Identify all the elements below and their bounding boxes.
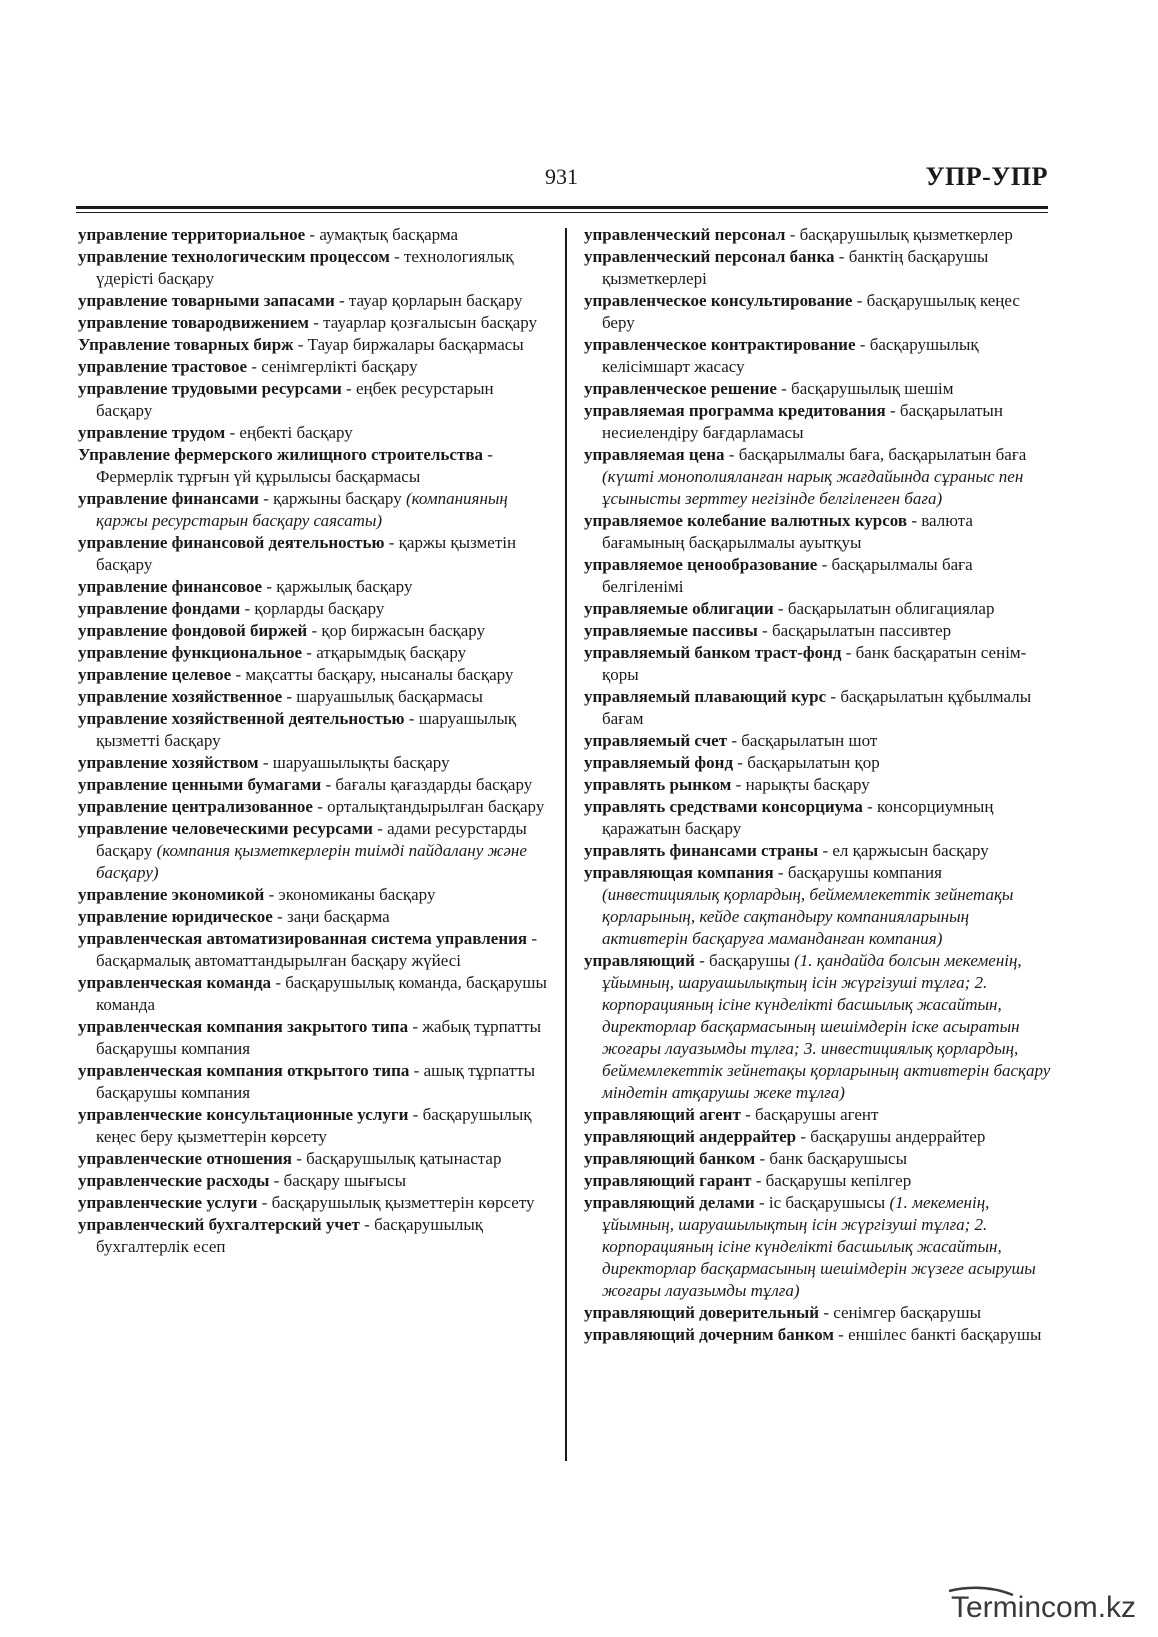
entry-definition: басқарушы: [709, 951, 790, 970]
dictionary-entry: [584, 224, 1056, 246]
entry-term: управляющий гарант: [584, 1171, 752, 1190]
entry-definition: басқарушылық кеңес беру: [602, 291, 1020, 332]
entry-note: (1. мекеменің, ұйымның, шаруашылықтың ісін жүргізуші тұлға; 2. корпорацияның ісіне күнделікті басшылық жасайтын, директорлар басқармасының шешімдерін жүзеге асырушы жоғары лауазымды тұлға): [602, 1193, 1036, 1300]
entry-term: управляющий: [584, 951, 695, 970]
entry-separator: -: [724, 445, 739, 464]
entry-separator: -: [359, 1215, 375, 1234]
entry-separator: -: [773, 863, 788, 882]
entry-definition: басқарушылық қызметкерлер: [799, 225, 1013, 244]
entry-separator: -: [384, 533, 399, 552]
entry-separator: -: [818, 841, 833, 860]
entry-definition: басқарушы компания: [787, 863, 942, 882]
entry-separator: -: [757, 621, 772, 640]
dictionary-entry: [78, 686, 550, 708]
entry-separator: -: [755, 1149, 770, 1168]
dictionary-entry: [584, 598, 1056, 620]
entry-separator: -: [817, 555, 832, 574]
dictionary-entry: [584, 1170, 1056, 1192]
entry-separator: -: [731, 775, 746, 794]
entry-definition: басқарушы андеррайтер: [810, 1127, 986, 1146]
entry-definition: Фермерлік тұрғын үй құрылысы басқармасы: [96, 467, 421, 486]
entry-definition: экономиканы басқару: [278, 885, 436, 904]
entry-definition: басқарушылық команда, басқарушы команда: [96, 973, 547, 1014]
entry-term: управляемая программа кредитования: [584, 401, 886, 420]
entry-definition: басқармалық автоматтандырылған басқару жүйесі: [96, 951, 462, 970]
entry-term: управленческое консультирование: [584, 291, 853, 310]
entry-separator: -: [409, 1061, 424, 1080]
entry-term: управление человеческими ресурсами: [78, 819, 373, 838]
dictionary-entry: [584, 642, 1056, 686]
dictionary-entry: [584, 862, 1056, 950]
entry-definition: қор биржасын басқару: [321, 621, 486, 640]
entry-definition: басқарылатын қор: [747, 753, 880, 772]
entry-separator: -: [258, 489, 274, 508]
logo-text: Termincom.kz: [951, 1591, 1137, 1624]
dictionary-entry: [78, 1214, 550, 1258]
dictionary-entry: [584, 334, 1056, 378]
entry-term: управление трудом: [78, 423, 226, 442]
dictionary-entry: [584, 1302, 1056, 1324]
entry-term: управление хозяйственное: [78, 687, 283, 706]
entry-definition: басқарылатын облигациялар: [787, 599, 995, 618]
entry-separator: -: [269, 1171, 284, 1190]
dictionary-entry: [584, 1192, 1056, 1302]
entry-definition: банктің басқарушы қызметкерлері: [602, 247, 989, 288]
left-column: [78, 224, 550, 1258]
entry-separator: -: [408, 1017, 423, 1036]
entry-term: управление функциональное: [78, 643, 303, 662]
entry-definition: басқарушылық кеңес беру қызметтерін көрсету: [96, 1105, 532, 1146]
entry-term: управление трудовыми ресурсами: [78, 379, 342, 398]
entry-term: управленческие услуги: [78, 1193, 258, 1212]
dictionary-entry: [78, 532, 550, 576]
dictionary-entry: [78, 444, 550, 488]
entry-separator: -: [305, 225, 320, 244]
entry-separator: -: [293, 335, 308, 354]
dictionary-entry: [584, 510, 1056, 554]
entry-separator: -: [527, 929, 538, 948]
entry-definition: басқарушылық шешім: [791, 379, 954, 398]
entry-term: управление финансовой деятельностью: [78, 533, 385, 552]
dictionary-entry: [78, 752, 550, 774]
entry-separator: -: [776, 379, 792, 398]
entry-term: управляемый счет: [584, 731, 728, 750]
entry-definition: заңи басқарма: [286, 907, 390, 926]
entry-definition: басқарушылық қатынастар: [306, 1149, 502, 1168]
dictionary-entry: [78, 576, 550, 598]
entry-separator: -: [262, 577, 277, 596]
entry-definition: Тауар биржалары басқармасы: [307, 335, 524, 354]
dictionary-entry: [78, 664, 550, 686]
entry-term: управленческая команда: [78, 973, 272, 992]
entry-term: управление трастовое: [78, 357, 248, 376]
page-header-range: УПР-УПР: [925, 162, 1048, 191]
right-column: [584, 224, 1056, 1346]
entry-separator: -: [302, 643, 317, 662]
entry-term: управляющая компания: [584, 863, 774, 882]
dictionary-entry: [78, 708, 550, 752]
entry-separator: -: [826, 687, 841, 706]
entry-separator: -: [852, 291, 867, 310]
entry-term: управление финансами: [78, 489, 259, 508]
dictionary-entry: [78, 642, 550, 664]
entry-definition: технологиялық үдерісті басқару: [96, 247, 514, 288]
dictionary-entry: [584, 1148, 1056, 1170]
entry-separator: -: [694, 951, 710, 970]
entry-definition: адами ресурстарды басқару: [96, 819, 527, 860]
entry-term: управление территориальное: [78, 225, 306, 244]
dictionary-entry: [584, 400, 1056, 444]
column-divider: [565, 228, 567, 1461]
dictionary-entry: [584, 774, 1056, 796]
dictionary-entry: [78, 356, 550, 378]
entry-definition: еңбек ресурстарын басқару: [96, 379, 494, 420]
dictionary-entry: [78, 972, 550, 1016]
entry-separator: -: [773, 599, 788, 618]
entry-definition: қаржыны басқару: [273, 489, 402, 508]
dictionary-entry: [78, 378, 550, 422]
entry-term: управляющий дочерним банком: [584, 1325, 834, 1344]
entry-definition: басқарылмалы баға белгіленімі: [602, 555, 973, 596]
entry-term: управление фондовой биржей: [78, 621, 308, 640]
entry-term: управленческие консультационные услуги: [78, 1105, 409, 1124]
dictionary-entry: [78, 1104, 550, 1148]
entry-separator: -: [308, 313, 324, 332]
entry-term: управленческое решение: [584, 379, 777, 398]
entry-definition: басқарылатын құбылмалы бағам: [602, 687, 1032, 728]
entry-note: (күшті монополияланған нарық жағдайында сұраныс пен ұсынысты зерттеу негізінде белгіленген баға): [602, 467, 1024, 508]
dictionary-entry: [78, 334, 550, 356]
dictionary-entry: [78, 312, 550, 334]
entry-term: управляющий андеррайтер: [584, 1127, 797, 1146]
entry-definition: сенімгерлікті басқару: [261, 357, 418, 376]
dictionary-entry: [78, 1148, 550, 1170]
entry-definition: шаруашылық басқармасы: [296, 687, 483, 706]
dictionary-entry: [584, 290, 1056, 334]
dictionary-entry: [584, 1324, 1056, 1346]
entry-term: управляющий агент: [584, 1105, 741, 1124]
dictionary-entry: [78, 884, 550, 906]
entry-definition: басқарушы агент: [754, 1105, 879, 1124]
entry-term: управленческая компания закрытого типа: [78, 1017, 409, 1036]
entry-separator: -: [307, 621, 322, 640]
dictionary-entry: [78, 1060, 550, 1104]
dictionary-entry: [584, 752, 1056, 774]
entry-separator: -: [291, 1149, 307, 1168]
entry-separator: -: [855, 335, 870, 354]
entry-definition: нарықты басқару: [745, 775, 870, 794]
entry-term: управляемый фонд: [584, 753, 734, 772]
dictionary-entry: [78, 774, 550, 796]
dictionary-entry: [78, 422, 550, 444]
entry-note: (инвестициялық қорлардың, беймемлекеттік зейнетақы қорларының, кейде сақтандыру компанияларының активтерін басқаруға маманданған компания): [602, 885, 1014, 948]
entry-separator: -: [257, 1193, 272, 1212]
entry-definition: шаруашылық қызметті басқару: [96, 709, 517, 750]
entry-definition: шаруашылықты басқару: [272, 753, 450, 772]
entry-separator: -: [321, 775, 336, 794]
entry-separator: -: [272, 907, 287, 926]
entry-definition: басқарылатын несиелендіру бағдарламасы: [602, 401, 1003, 442]
entry-definition: аумақтық басқарма: [319, 225, 459, 244]
entry-separator: -: [885, 401, 900, 420]
entry-term: управляющий банком: [584, 1149, 756, 1168]
entry-term: управление юридическое: [78, 907, 273, 926]
dictionary-entry: [78, 246, 550, 290]
entry-term: управление фондами: [78, 599, 241, 618]
entry-term: управляемый банком траст-фонд: [584, 643, 842, 662]
entry-separator: -: [841, 643, 856, 662]
entry-definition: қаржы қызметін басқару: [96, 533, 517, 574]
entry-definition: еншілес банкті басқарушы: [848, 1325, 1042, 1344]
entry-definition: басқарушылық бухгалтерлік есеп: [96, 1215, 484, 1256]
dictionary-entry: [78, 620, 550, 642]
header-rule-thin: [76, 212, 1048, 213]
dictionary-entry: [584, 950, 1056, 1104]
entry-definition: қаржылық басқару: [276, 577, 413, 596]
entry-term: Управление товарных бирж: [78, 335, 294, 354]
entry-term: управление централизованное: [78, 797, 313, 816]
entry-term: управленческий бухгалтерский учет: [78, 1215, 360, 1234]
dictionary-entry: [584, 730, 1056, 752]
entry-term: управленческий персонал: [584, 225, 786, 244]
entry-term: управлять рынком: [584, 775, 732, 794]
entry-separator: -: [271, 973, 286, 992]
entry-separator: -: [389, 247, 404, 266]
entry-definition: басқарушылық қызметтерін көрсету: [271, 1193, 535, 1212]
entry-definition: тауар қорларын басқару: [348, 291, 523, 310]
entry-term: управляемый плавающий курс: [584, 687, 827, 706]
entry-definition: ел қаржысын басқару: [832, 841, 989, 860]
dictionary-entry: [78, 928, 550, 972]
entry-separator: -: [247, 357, 262, 376]
entry-definition: атқарымдық басқару: [316, 643, 467, 662]
dictionary-entry: [78, 796, 550, 818]
dictionary-entry: [584, 1126, 1056, 1148]
entry-definition: банк басқаратын сенім-қоры: [602, 643, 1027, 684]
entry-separator: -: [907, 511, 922, 530]
entry-term: управление товарными запасами: [78, 291, 335, 310]
entry-term: управленческие отношения: [78, 1149, 292, 1168]
entry-note: (1. қандайда болсын мекеменің, ұйымның, шаруашылықтың ісін жүргізуші тұлға; 2. корпорацияның ісіне күнделікті басшылық жасайтын, директорлар басқармасының шешімдерін іске асыратын жоғары лауазымды тұлға; 3. инвестициялық қорлардың, беймемлекеттік зейнетақы қорларының активтерін басқару міндетін атқарушы жеке тұлға): [602, 951, 1051, 1102]
entry-definition: іс басқарушысы: [768, 1193, 886, 1212]
entry-definition: басқарылатын пассивтер: [771, 621, 952, 640]
header-rule-thick: [76, 206, 1048, 209]
entry-definition: қорларды басқару: [254, 599, 385, 618]
entry-separator: -: [819, 1303, 834, 1322]
dictionary-entry: [584, 796, 1056, 840]
dictionary-entry: [584, 554, 1056, 598]
entry-separator: -: [834, 247, 849, 266]
dictionary-entry: [584, 620, 1056, 642]
dictionary-entry: [584, 1104, 1056, 1126]
entry-term: управленческий персонал банка: [584, 247, 835, 266]
entry-definition: тауарлар қозғалысын басқару: [323, 313, 538, 332]
entry-term: управляемые пассивы: [584, 621, 758, 640]
entry-term: управляющий доверительный: [584, 1303, 820, 1322]
entry-definition: басқарылмалы баға, басқарылатын баға: [738, 445, 1027, 464]
entry-separator: -: [862, 797, 878, 816]
entry-term: управляющий делами: [584, 1193, 755, 1212]
entry-definition: мақсатты басқару, нысаналы басқару: [245, 665, 514, 684]
entry-definition: жабық тұрпатты басқарушы компания: [96, 1017, 542, 1058]
entry-separator: -: [785, 225, 800, 244]
dictionary-entry: [78, 1192, 550, 1214]
entry-separator: -: [796, 1127, 811, 1146]
entry-separator: -: [240, 599, 255, 618]
entry-term: управленческая компания открытого типа: [78, 1061, 410, 1080]
entry-definition: сенімгер басқарушы: [833, 1303, 981, 1322]
entry-note: (компанияның қаржы ресурстарын басқару саясаты): [96, 489, 508, 530]
entry-separator: -: [312, 797, 328, 816]
entry-definition: валюта бағамының басқарылмалы ауытқуы: [602, 511, 973, 552]
entry-separator: -: [341, 379, 356, 398]
dictionary-entry: [584, 840, 1056, 862]
entry-definition: бағалы қағаздарды басқару: [335, 775, 533, 794]
entry-definition: еңбекті басқару: [239, 423, 353, 442]
entry-separator: -: [258, 753, 273, 772]
entry-term: управление хозяйственной деятельностью: [78, 709, 405, 728]
entry-term: управление ценными бумагами: [78, 775, 322, 794]
dictionary-entry: [78, 290, 550, 312]
entry-separator: -: [483, 445, 493, 464]
entry-separator: -: [408, 1105, 423, 1124]
entry-term: управляемое ценообразование: [584, 555, 818, 574]
dictionary-entry: [78, 598, 550, 620]
entry-definition: басқарушылық келісімшарт жасасу: [602, 335, 979, 376]
entry-separator: -: [372, 819, 388, 838]
dictionary-entry: [78, 224, 550, 246]
entry-separator: -: [225, 423, 240, 442]
entry-definition: консорциумның қаражатын басқару: [602, 797, 994, 838]
dictionary-entry: [584, 686, 1056, 730]
entry-separator: -: [334, 291, 349, 310]
entry-term: управление хозяйством: [78, 753, 259, 772]
entry-term: управление технологическим процессом: [78, 247, 390, 266]
entry-term: управленческое контрактирование: [584, 335, 856, 354]
entry-term: управленческие расходы: [78, 1171, 270, 1190]
dictionary-entry: [78, 488, 550, 532]
entry-term: Управление фермерского жилищного строительства: [78, 445, 484, 464]
site-logo[interactable]: [943, 1585, 1148, 1627]
entry-definition: басқарушы кепілгер: [765, 1171, 912, 1190]
entry-separator: -: [231, 665, 246, 684]
dictionary-entry: [584, 246, 1056, 290]
entry-term: управлять средствами консорциума: [584, 797, 863, 816]
entry-term: управленческая автоматизированная система управления: [78, 929, 528, 948]
entry-separator: -: [404, 709, 419, 728]
entry-separator: -: [282, 687, 297, 706]
entry-separator: -: [264, 885, 279, 904]
entry-definition: ашық тұрпатты басқарушы компания: [96, 1061, 536, 1102]
dictionary-entry: [78, 1170, 550, 1192]
entry-definition: басқару шығысы: [283, 1171, 406, 1190]
entry-term: управление финансовое: [78, 577, 263, 596]
entry-separator: -: [754, 1193, 769, 1212]
dictionary-entry: [78, 818, 550, 884]
entry-separator: -: [727, 731, 742, 750]
entry-term: управляемое колебание валютных курсов: [584, 511, 908, 530]
entry-separator: -: [740, 1105, 755, 1124]
entry-term: управляемая цена: [584, 445, 725, 464]
entry-term: управление экономикой: [78, 885, 265, 904]
entry-separator: -: [833, 1325, 849, 1344]
entry-term: управляемые облигации: [584, 599, 774, 618]
entry-definition: банк басқарушысы: [769, 1149, 908, 1168]
page-number: 931: [545, 164, 578, 189]
entry-note: (компания қызметкерлерін тиімді пайдалану және басқару): [96, 841, 527, 882]
dictionary-entry: [78, 1016, 550, 1060]
entry-definition: орталықтандырылған басқару: [327, 797, 545, 816]
dictionary-entry: [78, 906, 550, 928]
dictionary-entry: [584, 378, 1056, 400]
entry-term: управление целевое: [78, 665, 232, 684]
entry-separator: -: [751, 1171, 766, 1190]
entry-term: управление товародвижением: [78, 313, 309, 332]
entry-term: управлять финансами страны: [584, 841, 819, 860]
entry-separator: -: [733, 753, 748, 772]
entry-definition: басқарылатын шот: [741, 731, 878, 750]
dictionary-entry: [584, 444, 1056, 510]
